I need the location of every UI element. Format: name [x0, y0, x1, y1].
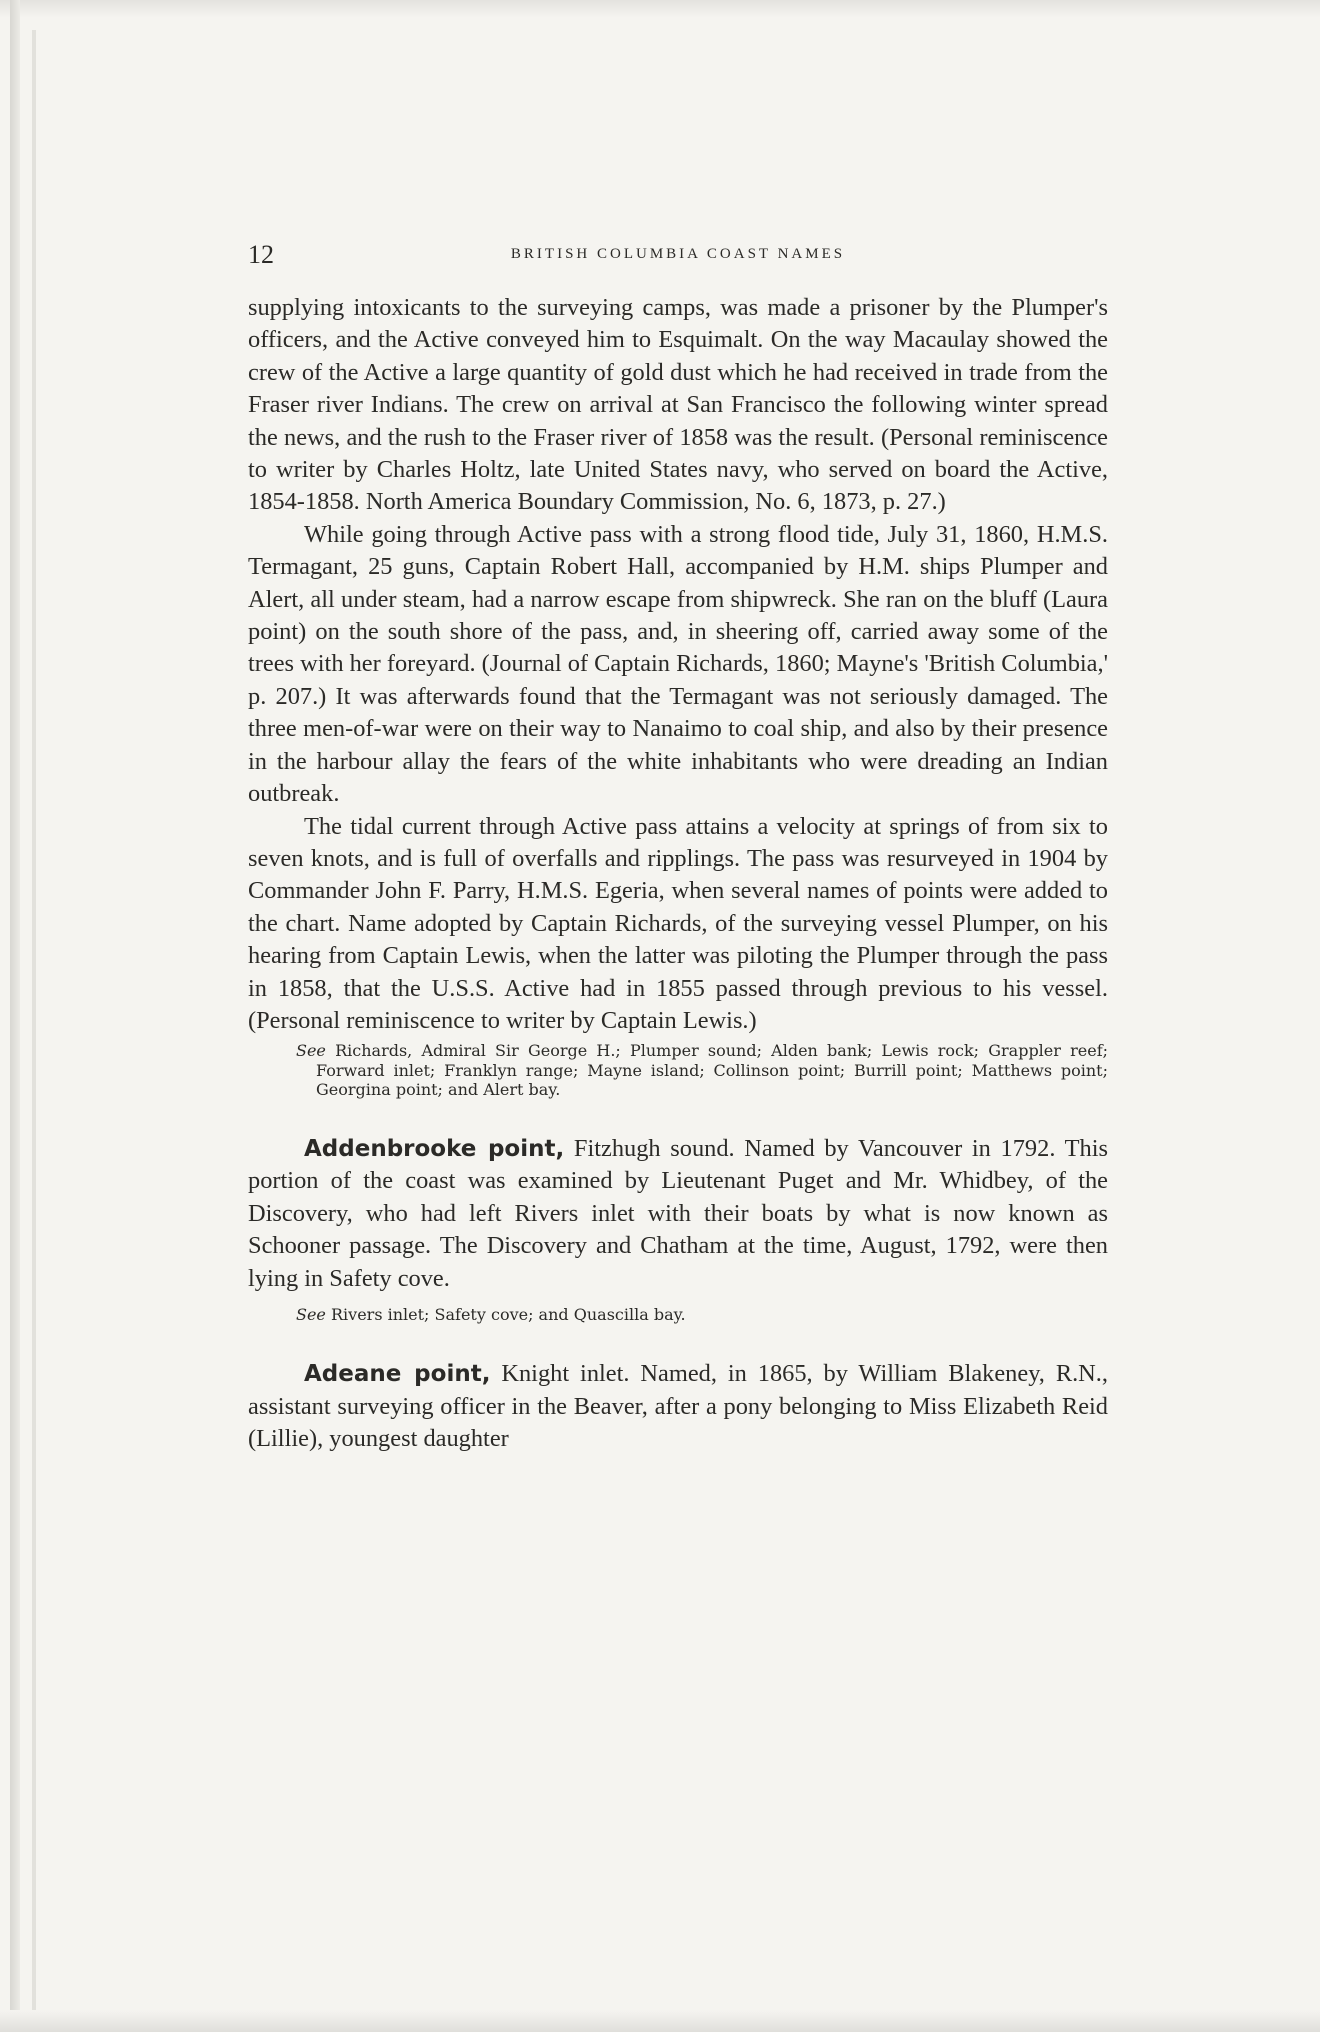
see-also-active	[248, 1041, 1108, 1099]
see-label: See	[296, 1041, 326, 1061]
entry-headword: Addenbrooke point,	[304, 1135, 565, 1162]
book-page	[248, 240, 1108, 1455]
see-label: See	[296, 1304, 326, 1324]
entry-text: Fitzhugh sound. Named by Vancouver in 1792. This portion of the coast was examined by Lieutenant Puget and Mr. Whidbey, of the Discovery, who had left Rivers inlet with their boats by what is now known as Schooner passage. The Discovery and Chatham at the time, August, 1792, were then lying in Safety cove.	[248, 1134, 1108, 1292]
entry-addenbrooke-point	[248, 1133, 1108, 1295]
scan-edge-left	[10, 0, 20, 2032]
scan-edge-top	[0, 0, 1320, 18]
paragraph-continuation: supplying intoxicants to the surveying camps, was made a prisoner by the Plumper's officers, and the Active conveyed him to Esquimalt. On the way Macaulay showed the crew of the Active a large quantity of gold dust which he had received in trade from the Fraser river Indians. The crew on arrival at San Francisco the following winter spread the news, and the rush to the Fraser river of 1858 was the result. (Personal reminiscence to writer by Charles Holtz, late United States navy, who served on board the Active, 1854-1858. North America Boundary Commission, No. 6, 1873, p. 27.)	[248, 294, 1108, 516]
page-number: 12	[248, 240, 274, 269]
running-title: BRITISH COLUMBIA COAST NAMES	[510, 246, 846, 262]
page-fold-line	[32, 30, 36, 2020]
paragraph-tidal-current: The tidal current through Active pass attains a velocity at springs of from six to seven knots, and is full of overfalls and ripplings. The pass was resurveyed in 1904 by Commander John F. Parry, H.M.S. Egeria, when several names of points were added to the chart. Name adopted by Captain Richards, of the surveying vessel Plumper, on his hearing from Captain Lewis, when the latter was piloting the Plumper through the pass in 1858, that the U.S.S. Active had in 1855 passed through previous to his vessel. (Personal reminiscence to writer by Captain Lewis.)	[248, 812, 1108, 1034]
entry-adeane-point	[248, 1358, 1108, 1455]
see-also-addenbrooke	[248, 1305, 1108, 1324]
paragraph-termagant: While going through Active pass with a strong flood tide, July 31, 1860, H.M.S. Termagant, 25 guns, Captain Robert Hall, accompanied by H.M. ships Plumper and Alert, all under steam, had a narrow escape from shipwreck. She ran on the bluff (Laura point) on the south shore of the pass, and, in sheering off, carried away some of the trees with her foreyard. (Journal of Captain Richards, 1860; Mayne's 'British Columbia,' p. 207.) It was afterwards found that the Termagant was not seriously damaged. The three men-of-war were on their way to Nanaimo to coal ship, and also by their presence in the harbour allay the fears of the white inhabitants who were dreading an Indian outbreak.	[248, 520, 1108, 808]
entry-text: Knight inlet. Named, in 1865, by William Blakeney, R.N., assistant surveying officer in the Beaver, after a pony belonging to Miss Elizabeth Reid (Lillie), youngest daughter	[248, 1360, 1108, 1452]
running-head	[248, 240, 1108, 280]
entry-headword: Adeane point,	[304, 1361, 491, 1388]
see-also-text: Rivers inlet; Safety cove; and Quascilla bay.	[331, 1304, 686, 1324]
see-also-text: Richards, Admiral Sir George H.; Plumper sound; Alden bank; Lewis rock; Grappler reef; Forward inlet; Franklyn range; Mayne island; Collinson point; Burrill point; Matthews point; Georgina point; and Alert bay.	[316, 1041, 1109, 1099]
scan-edge-bottom	[0, 2010, 1320, 2032]
